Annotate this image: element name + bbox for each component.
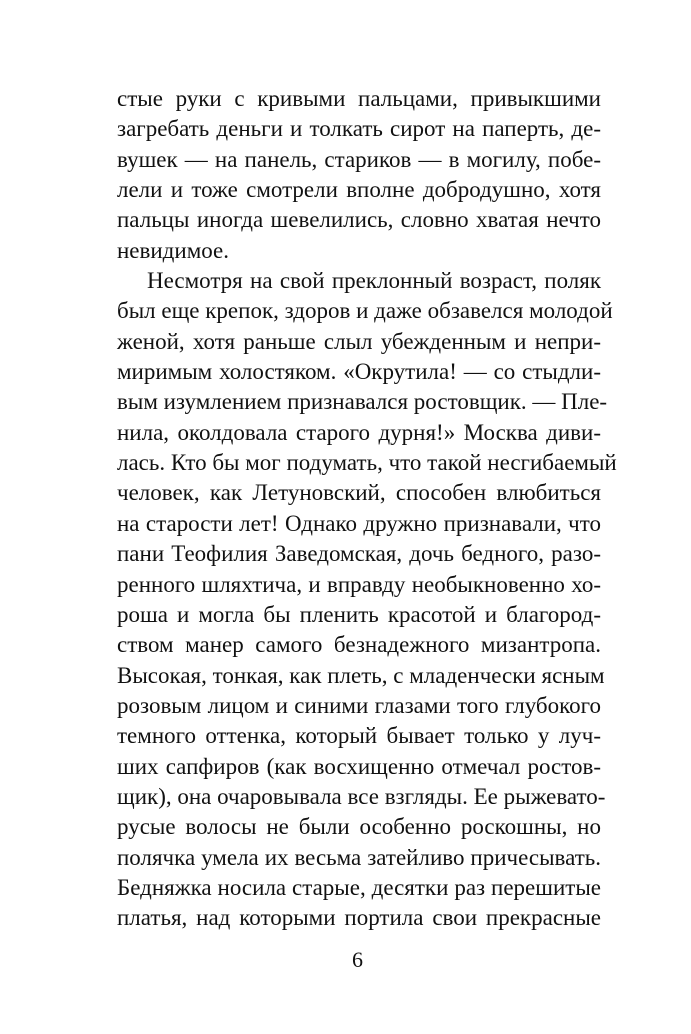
body-text: [117, 84, 617, 934]
text-line: пальцы иногда шевелились, словно хватая нечто: [117, 207, 601, 233]
text-line: Высокая, тонкая, как плеть, с младенчески ясным: [117, 662, 605, 688]
text-line: лели и тоже смотрели вполне добродушно, хотя: [117, 177, 601, 203]
page-number: 6: [352, 947, 363, 972]
text-line: ренного шляхтича, и вправду необыкновенно хо-: [117, 571, 601, 597]
text-line: невидимое.: [117, 237, 229, 263]
text-line: женой, хотя раньше слыл убежденным и непри-: [117, 328, 601, 354]
text-line: миримым холостяком. «Окрутила! — со стыдли-: [117, 359, 601, 385]
text-line: человек, как Летуновский, способен влюбиться: [117, 480, 601, 506]
text-line: ших сапфиров (как восхищенно отмечал ростов-: [117, 753, 601, 779]
text-line: лась. Кто бы мог подумать, что такой несгибаемый: [117, 450, 617, 476]
text-line: Несмотря на свой преклонный возраст, поляк: [147, 268, 601, 294]
text-line: полячка умела их весьма затейливо причесывать.: [117, 844, 601, 870]
text-line: роша и могла бы пленить красотой и благород-: [117, 601, 601, 627]
text-line: русые волосы не были особенно роскошны, но: [117, 814, 601, 840]
text-line: щик), она очаровывала все взгляды. Ее рыжевато-: [117, 783, 606, 809]
text-line: нила, околдовала старого дурня!» Москва диви-: [117, 419, 601, 445]
text-line: розовым лицом и синими глазами того глубокого: [117, 692, 601, 718]
text-line: ством манер самого безнадежного мизантропа.: [117, 632, 601, 658]
text-line: был еще крепок, здоров и даже обзавелся молодой: [117, 298, 613, 324]
text-line: Бедняжка носила старые, десятки раз перешитые: [117, 874, 601, 900]
text-line: темного оттенка, который бывает только у луч-: [117, 723, 601, 749]
text-line: пани Теофилия Заведомская, дочь бедного, разо-: [117, 541, 601, 567]
text-line: платья, над которыми портила свои прекрасные: [117, 905, 601, 931]
text-line: вушек — на панель, стариков — в могилу, побе-: [117, 146, 601, 172]
text-line: загребать деньги и толкать сирот на паперть, де-: [117, 116, 601, 142]
text-line: стые руки с кривыми пальцами, привыкшими: [117, 86, 601, 111]
text-line: на старости лет! Однако дружно признавали, что: [117, 510, 601, 536]
text-line: вым изумлением признавался ростовщик. — Пле-: [117, 389, 608, 415]
